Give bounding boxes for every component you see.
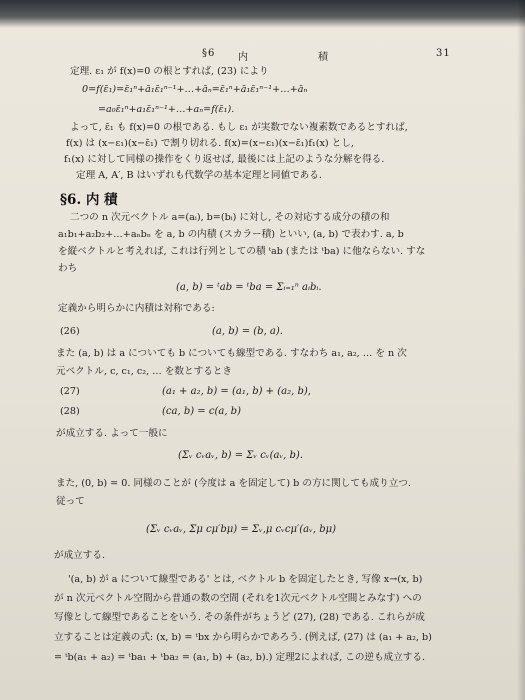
section-heading: §6. 内 積 bbox=[60, 192, 118, 208]
para5-line-1: また, (0, b) = 0. 同様のことが (今度は a を固定して) b の方に関しても成り立つ. bbox=[56, 478, 411, 489]
equation-28: (ca, b) = c(a, b) bbox=[162, 406, 241, 417]
running-head-section: §6 bbox=[202, 48, 216, 59]
running-head-title-left: 内 bbox=[238, 52, 249, 63]
para1-line-3: を縦ベクトルと考えれば, これは行列としての積 ᵗab (または ᵗba) に他ならない. すな bbox=[58, 246, 426, 257]
running-head-title-right: 積 bbox=[318, 52, 329, 63]
para6: が成立する. bbox=[54, 550, 106, 561]
intro-line-7: 定理 A, A′, B はいずれも代数学の基本定理と同値である. bbox=[76, 170, 322, 181]
intro-line-2: 0=f(ε̄₁)=ε̄₁ⁿ+ā₁ε̄₁ⁿ⁻¹+…+āₙ=ε̄₁ⁿ+ā₁ε̄₁ⁿ⁻¹+…+āₙ bbox=[82, 84, 308, 95]
linearity-sum-equation: (Σᵥ cᵥaᵥ, b) = Σᵥ cᵥ(aᵥ, b). bbox=[178, 450, 304, 461]
para3-line-2: 元ベクトル, c, c₁, c₂, … を数とするとき bbox=[56, 366, 232, 377]
para3-line-1: また (a, b) は a についても b についても線型である. すなわち a₁, a₂, … を n 次 bbox=[56, 348, 407, 359]
bilinearity-equation: (Σᵥ cᵥaᵥ, Σμ cμ′bμ) = Σᵥ,μ cᵥcμ′(aᵥ, bμ) bbox=[146, 524, 336, 535]
intro-line-6: f₁(x) に対して同様の操作をくり返せば, 最後には上記のような分解を得る. bbox=[64, 154, 385, 165]
para1-line-4: わち bbox=[58, 263, 78, 274]
para7-line-1: '(a, b) が a について線型である' とは, ベクトル b を固定したとき, 写像 x→(x, b) bbox=[68, 574, 423, 585]
para7-line-3: 写像として線型であることをいう. その条件がちょうど (27), (28) である. これらが成 bbox=[54, 612, 425, 623]
equation-26-number: (26) bbox=[60, 326, 80, 337]
page-number: 31 bbox=[436, 48, 451, 59]
para2: 定義から明らかに内積は対称である: bbox=[58, 303, 215, 314]
intro-line-5: f(x) は (x−ε₁)(x−ε̄₁) で割り切れる. f(x)=(x−ε₁)(x−ε̄₁)f₁(x) とし, bbox=[66, 138, 354, 149]
para7-line-2: が n 次元ベクトル空間から普通の数の空間 (それを1次元ベクトル空間とみなす) への bbox=[54, 593, 422, 604]
page-edge-shadow bbox=[517, 0, 525, 700]
para5-line-2: 従って bbox=[56, 496, 85, 507]
intro-line-3: =a₀ε̄₁ⁿ+a₁ε̄₁ⁿ⁻¹+…+aₙ=f(ε̄₁). bbox=[98, 104, 235, 115]
intro-line-4: よって, ε̄₁ も f(x)=0 の根である. もし ε₁ が実数でない複素数であるとすれば, bbox=[70, 122, 408, 133]
intro-line-1: 定理. ε₁ が f(x)=0 の根とすれば, (23) により bbox=[70, 66, 269, 77]
para7-line-5: = ᵗb(a₁ + a₂) = ᵗba₁ + ᵗba₂ = (a₁, b) + (a₂, b).) 定理2によれば, この逆も成立する. bbox=[54, 652, 426, 663]
equation-28-number: (28) bbox=[60, 406, 80, 417]
para7-line-4: 立することは定義の式: (x, b) = ᵗbx から明らかであろう. (例えば, (27) は (a₁ + a₂, b) bbox=[54, 632, 432, 643]
equation-26: (a, b) = (b, a). bbox=[212, 326, 283, 337]
para1-line-1: 二つの n 次元ベクトル a=(aᵢ), b=(bᵢ) に対し, その対応する成分の積の和 bbox=[70, 212, 390, 223]
equation-27-number: (27) bbox=[60, 386, 80, 397]
para1-line-2: a₁b₁+a₂b₂+…+aₙbₙ を a, b の内積 (スカラー積) といい, (a, b) で表わす. a, b bbox=[58, 229, 404, 240]
para4: が成立する. よって一般に bbox=[56, 428, 168, 439]
page-top-shadow bbox=[0, 0, 525, 28]
inner-product-definition: (a, b) = ᵗab = ᵗba = Σᵢ₌₁ⁿ aᵢbᵢ. bbox=[176, 282, 322, 293]
equation-27: (a₁ + a₂, b) = (a₁, b) + (a₂, b), bbox=[162, 386, 311, 397]
